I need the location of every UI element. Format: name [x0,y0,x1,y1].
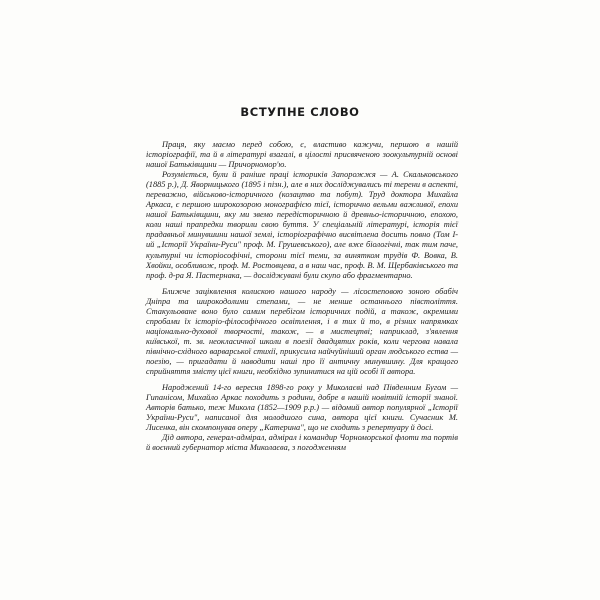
page-title: ВСТУПНЕ СЛОВО [240,105,360,119]
body-text [146,140,458,453]
paragraph: Праця, яку маємо перед собою, є, властиво кажучи, першою в нашій історіографії, та й в літературі взагалі, в цілості присвяченою зоокультурній основі нашої Батьківщини — Причорномор'ю. [146,140,458,170]
paragraph: Розуміється, були й раніше праці істориків Запорожжя — А. Скальковського (1885 р.), Д. Яворницького (1895 і пізн.), але в них досліджувались ті терени в аспекті, переважно, військово-історичного (козацтво та побут). Труд доктора Михайла Аркаса, є першою широкозорою монографією тієї, історично вельми важливої, епохи нашої Батьківщини, яку ми звемо передісторичною й древньо-історичною, епохою, коли наші прапредки творили свою буття. У спеціальній літературі, історія тієї прадавньої минувшини нашої землі, історіографічно висвітлена досить повно (Том І-ий „Історії України-Руси" проф. М. Грушевського), але вже біологічні, так тим паче, культурні чи історіософічні, сторони тієї теми, за винятком трудів Ф. Вовка, В. Хвойки, особливож, проф. М. Ростовцева, а в наш час, проф. В. М. Щербаківського та проф. д-ра Я. Пастернака, — досліджувані були скупо або фрагментарно. [146,170,458,280]
paragraph: Дід автора, генерал-адмірал, адмірал і командир Чорноморської флоти та портів й воєнний губернатор міста Миколаєва, з погодженням [146,433,458,453]
paragraph: Ближче заціквлення колискою нашого народу — лісостеповою зоною обабіч Дніпра та широкодолими степами, — не менше останнього півстоліття. Стакульоване воно було самим перебігом історичних подій, а також, окремими спробами їх історіо-філософічного освітлення, і в тих й то, в різних напрямках національно-духової творчості, також, — в мистецтві; наприклад, з'явлення київської, т. зв. неокласичної школи в поезії двадцятих років, коли чергова навала північно-східного варварської стихії, прикусила найчуйніший орган людського ества — поезію, — пригадати й наводити наші про її античну минувшину. Для кращого сприйняття змісту цієї книги, необхідно зупинитися на цій особі її автора. [146,286,458,377]
paragraph: Народжений 14-го вересня 1898-го року у Миколаєві над Південним Бугом — Гипанісом, Михайло Аркас походить з родини, добре в нашій новітній історії знаної. Авторів батько, теж Микола (1852—1909 р.р.) — відомий автор популярної „Історії України-Руси", написаної для молодшого сина, автора цієї книги. Сучасник М. Лисенка, він скомпонував оперу „Катерина", що не сходить з репертуару й досі. [146,383,458,433]
